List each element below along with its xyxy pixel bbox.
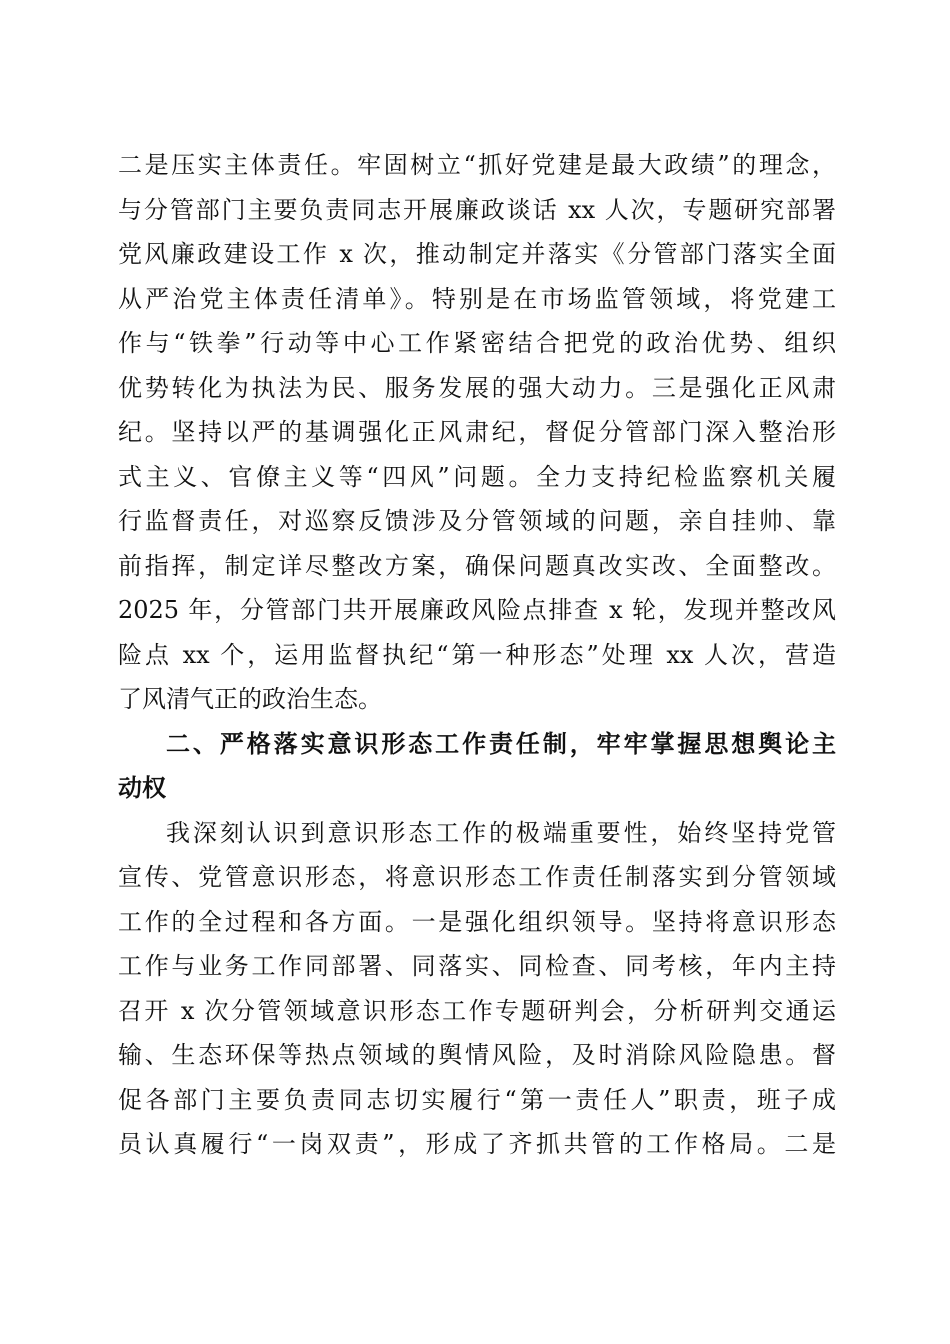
heading-line: 动权 xyxy=(118,773,166,802)
text-line: 员认真履行“一岗双责”，形成了齐抓共管的工作格局。二是 xyxy=(118,1130,836,1158)
text-line: 了风清气正的政治生态。 xyxy=(118,685,382,713)
text-line: 工作的全过程和各方面。一是强化组织领导。坚持将意识形态 xyxy=(118,907,836,936)
text-line: 召开 x 次分管领域意识形态工作专题研判会，分析研判交通运 xyxy=(118,996,836,1025)
text-line: 险点 xx 个，运用监督执纪“第一种形态”处理 xx 人次，营造 xyxy=(118,640,836,669)
text-line: 行监督责任，对巡察反馈涉及分管领域的问题，亲自挂帅、靠 xyxy=(118,507,836,535)
text-line: 作与“铁拳”行动等中心工作紧密结合把党的政治优势、组织 xyxy=(118,329,836,357)
text-line: 输、生态环保等热点领域的舆情风险，及时消除风险隐患。督 xyxy=(118,1041,836,1069)
paragraph-responsibility xyxy=(118,143,836,722)
heading-line: 二、严格落实意识形态工作责任制，牢牢掌握思想舆论主 xyxy=(166,728,836,758)
text-line: 前指挥，制定详尽整改方案，确保问题真改实改、全面整改。 xyxy=(118,551,836,580)
text-line: 促各部门主要负责同志切实履行“第一责任人”职责，班子成 xyxy=(118,1085,836,1114)
paragraph-ideology xyxy=(118,811,836,1167)
text-line: 式主义、官僚主义等“四风”问题。全力支持纪检监察机关履 xyxy=(118,462,836,491)
text-line: 工作与业务工作同部署、同落实、同检查、同考核，年内主持 xyxy=(118,952,836,980)
section-heading xyxy=(118,722,836,811)
text-line: 2025 年，分管部门共开展廉政风险点排查 x 轮，发现并整改风 xyxy=(118,596,836,624)
text-line: 从严治党主体责任清单》。特别是在市场监管领域，将党建工 xyxy=(118,284,836,313)
text-line: 我深刻认识到意识形态工作的极端重要性，始终坚持党管 xyxy=(166,818,836,847)
text-line: 与分管部门主要负责同志开展廉政谈话 xx 人次，专题研究部署 xyxy=(118,195,836,224)
text-line: 纪。坚持以严的基调强化正风肃纪，督促分管部门深入整治形 xyxy=(118,418,836,446)
text-line: 党风廉政建设工作 x 次，推动制定并落实《分管部门落实全面 xyxy=(118,240,836,268)
text-line: 宣传、党管意识形态，将意识形态工作责任制落实到分管领域 xyxy=(118,863,836,891)
text-line: 二是压实主体责任。牢固树立“抓好党建是最大政绩”的理念， xyxy=(118,151,836,179)
document-page xyxy=(118,143,836,1167)
text-line: 优势转化为执法为民、服务发展的强大动力。三是强化正风肃 xyxy=(118,373,836,402)
